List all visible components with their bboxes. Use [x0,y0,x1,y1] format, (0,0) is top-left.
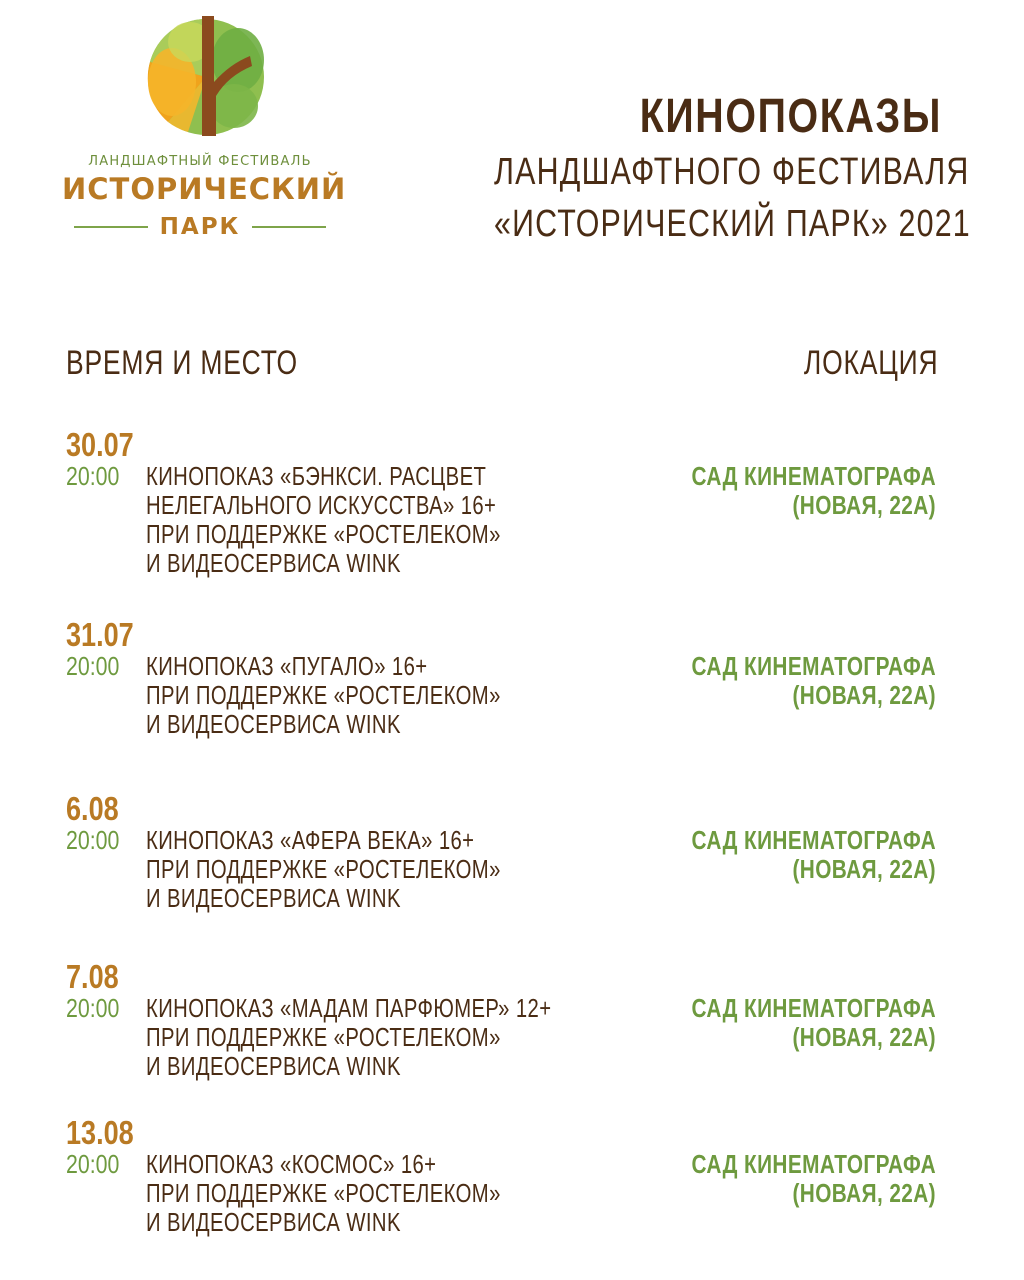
logo-main-text: ИСТОРИЧЕСКИЙ [62,172,347,206]
title-line-3: «ИСТОРИЧЕСКИЙ ПАРК» 2021 [494,203,971,245]
event-desc-line: И ВИДЕОСЕРВИСА WINK [146,883,401,913]
event-description [146,826,626,913]
event-description [146,994,626,1081]
event-location-address: (НОВАЯ, 22А) [792,1178,936,1208]
logo-park-text: ПАРК [159,214,241,240]
event-location [616,652,936,710]
logo-park-row [62,214,338,240]
event-time: 20:00 [66,461,120,491]
event-location-name: САД КИНЕМАТОГРАФА [691,993,936,1023]
page-title [382,88,971,250]
event-desc-line: ПРИ ПОДДЕРЖКЕ «РОСТЕЛЕКОМ» [146,854,501,884]
logo-divider-left [74,226,148,228]
event-location-name: САД КИНЕМАТОГРАФА [691,651,936,681]
event-item [66,960,946,1114]
event-desc-line: КИНОПОКАЗ «КОСМОС» 16+ [146,1149,437,1179]
event-item [66,792,946,946]
event-desc-line: КИНОПОКАЗ «ПУГАЛО» 16+ [146,651,428,681]
event-location [616,462,936,520]
event-location-address: (НОВАЯ, 22А) [792,854,936,884]
tree-logo-icon [138,12,268,142]
event-desc-line: КИНОПОКАЗ «БЭНКСИ. РАСЦВЕТ [146,461,487,491]
title-line-2: ЛАНДШАФТНОГО ФЕСТИВАЛЯ [494,151,970,193]
event-desc-line: ПРИ ПОДДЕРЖКЕ «РОСТЕЛЕКОМ» [146,1022,501,1052]
event-description [146,1150,626,1237]
event-item [66,428,946,582]
event-desc-line: НЕЛЕГАЛЬНОГО ИСКУССТВА» 16+ [146,490,497,520]
event-date: 7.08 [66,958,119,995]
event-location [616,994,936,1052]
event-desc-line: И ВИДЕОСЕРВИСА WINK [146,709,401,739]
event-desc-line: ПРИ ПОДДЕРЖКЕ «РОСТЕЛЕКОМ» [146,1178,501,1208]
event-desc-line: И ВИДЕОСЕРВИСА WINK [146,1207,401,1237]
event-time: 20:00 [66,1149,120,1179]
event-date: 31.07 [66,616,134,653]
event-time: 20:00 [66,825,120,855]
event-date: 6.08 [66,790,119,827]
event-location [616,826,936,884]
event-desc-line: И ВИДЕОСЕРВИСА WINK [146,548,401,578]
event-location-address: (НОВАЯ, 22А) [792,1022,936,1052]
title-line-1: КИНОПОКАЗЫ [639,90,942,143]
event-time: 20:00 [66,993,120,1023]
logo-subtitle: ЛАНДШАФТНЫЙ ФЕСТИВАЛЬ [88,154,312,169]
event-desc-line: ПРИ ПОДДЕРЖКЕ «РОСТЕЛЕКОМ» [146,519,501,549]
event-description [146,462,626,578]
event-desc-line: И ВИДЕОСЕРВИСА WINK [146,1051,401,1081]
event-location [616,1150,936,1208]
event-location-name: САД КИНЕМАТОГРАФА [691,1149,936,1179]
logo-divider-right [252,226,326,228]
event-date: 30.07 [66,426,134,463]
festival-logo [62,12,347,252]
event-location-name: САД КИНЕМАТОГРАФА [691,825,936,855]
event-item [66,618,946,772]
event-location-address: (НОВАЯ, 22А) [792,490,936,520]
event-desc-line: КИНОПОКАЗ «АФЕРА ВЕКА» 16+ [146,825,475,855]
header-time-place: ВРЕМЯ И МЕСТО [66,344,298,382]
event-location-name: САД КИНЕМАТОГРАФА [691,461,936,491]
event-desc-line: КИНОПОКАЗ «МАДАМ ПАРФЮМЕР» 12+ [146,993,552,1023]
event-desc-line: ПРИ ПОДДЕРЖКЕ «РОСТЕЛЕКОМ» [146,680,501,710]
event-location-address: (НОВАЯ, 22А) [792,680,936,710]
event-description [146,652,626,739]
header-location: ЛОКАЦИЯ [803,344,938,382]
event-date: 13.08 [66,1114,134,1151]
event-time: 20:00 [66,651,120,681]
event-item [66,1116,946,1270]
